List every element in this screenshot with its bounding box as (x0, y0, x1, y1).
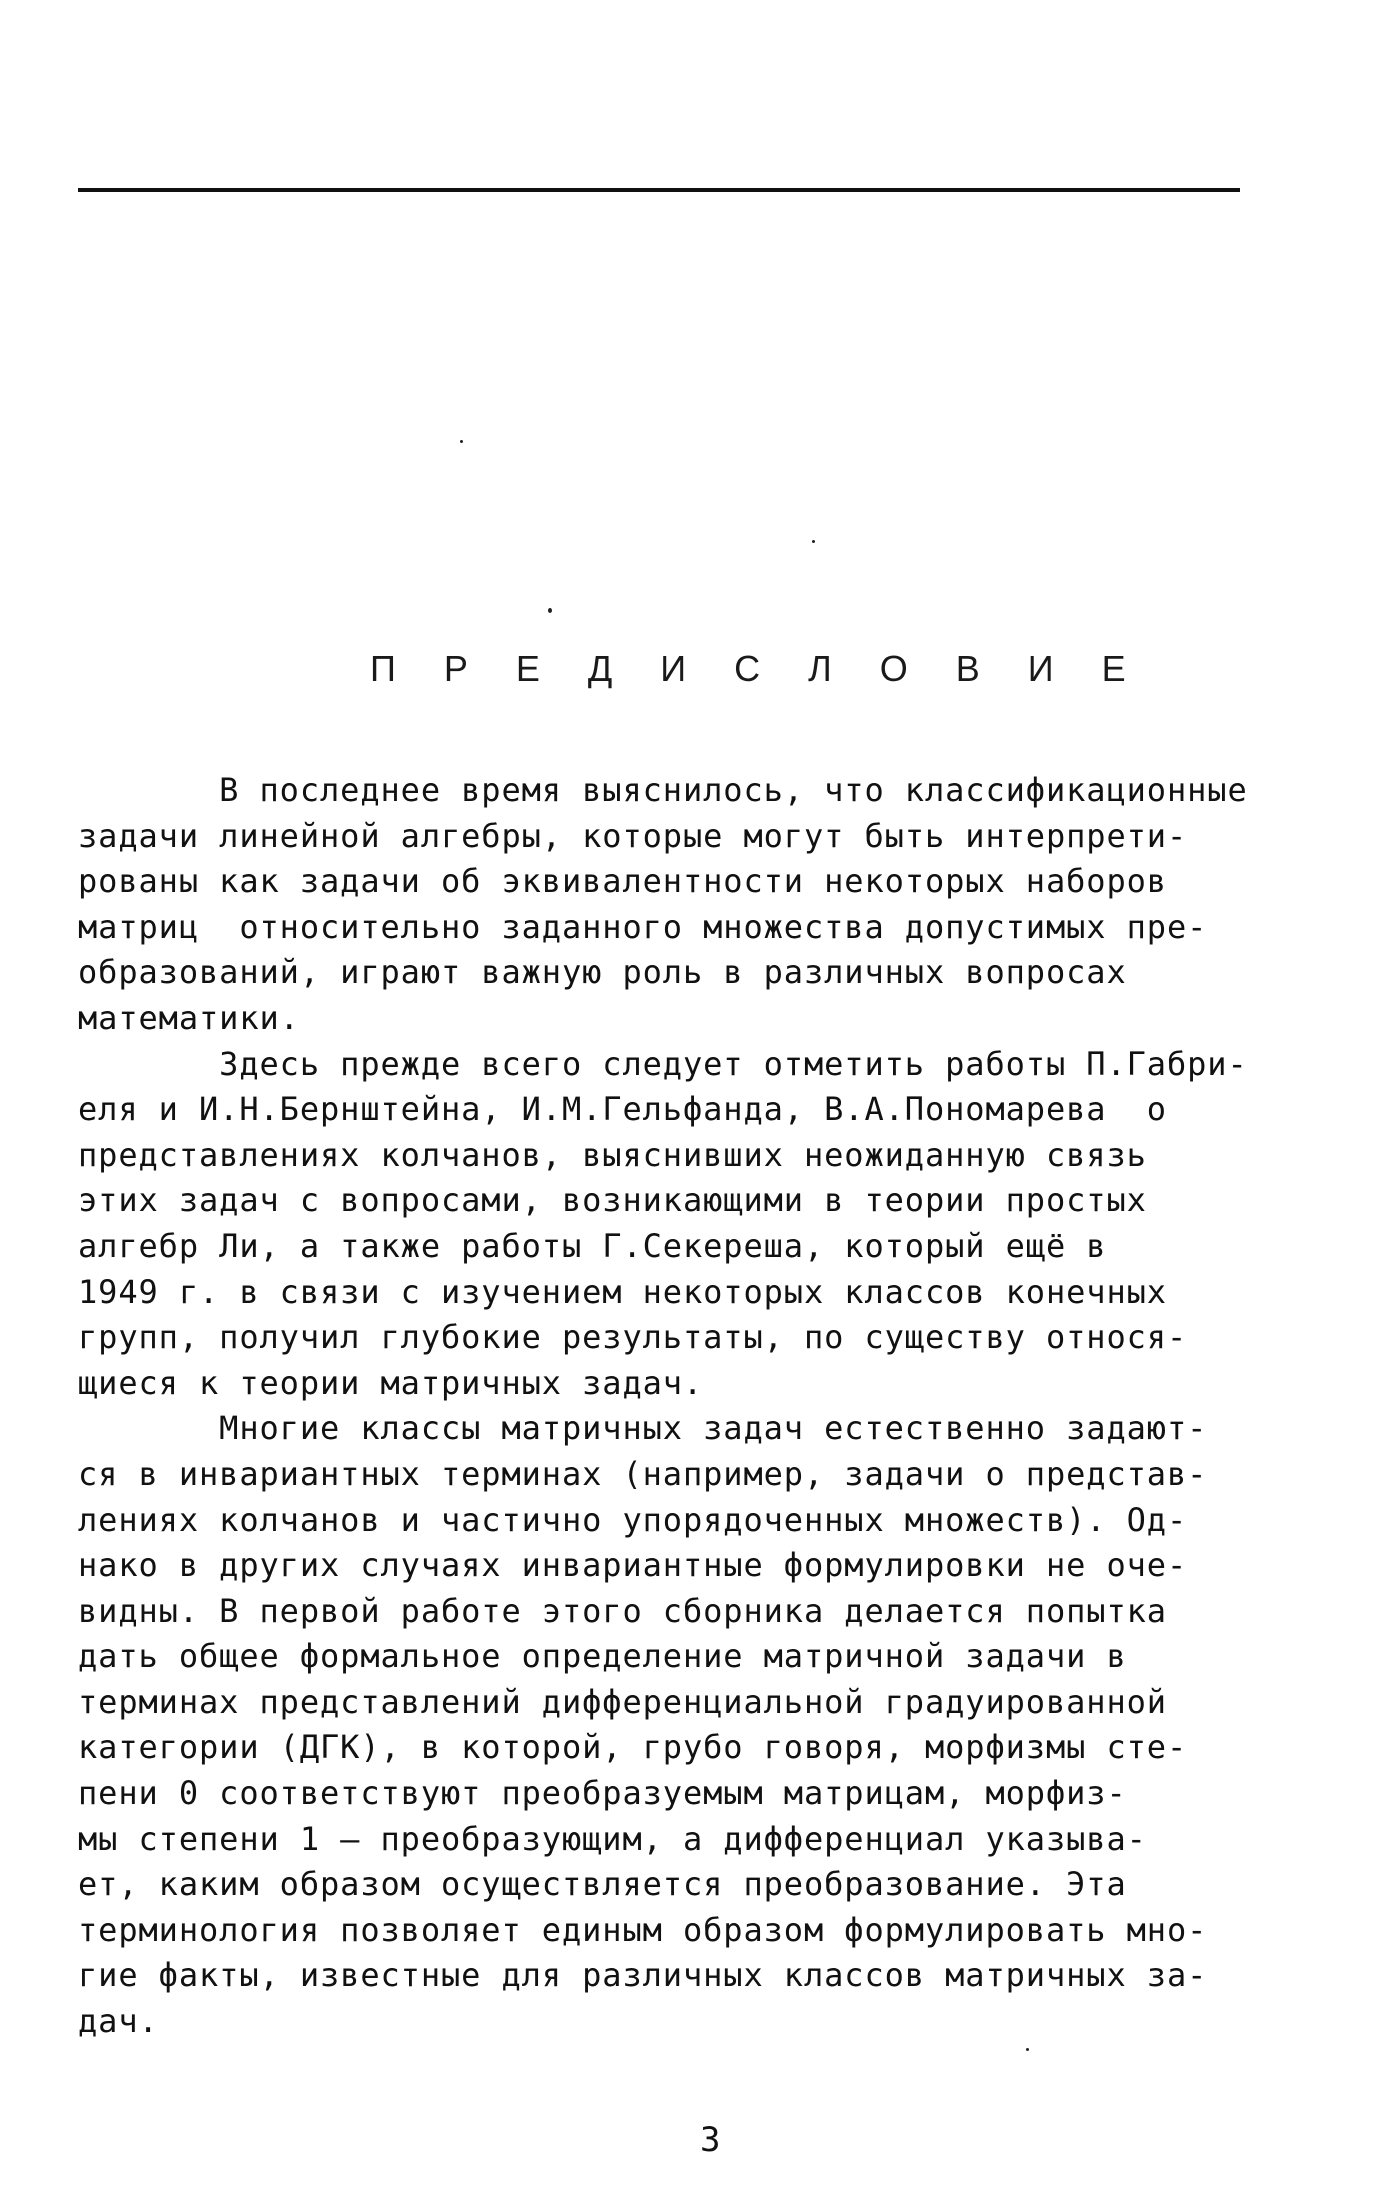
top-horizontal-rule (78, 188, 1240, 192)
text-line: В последнее время выяснилось, что классификационные (78, 771, 1248, 809)
text-line: этих задач с вопросами, возникающими в теории простых (78, 1181, 1147, 1220)
print-speck (548, 608, 552, 613)
print-speck (460, 440, 463, 443)
text-line: мы степени 1 – преобразующим, а дифференциал указыва- (78, 1819, 1147, 1858)
text-line: задачи линейной алгебры, которые могут быть интерпрети- (78, 816, 1188, 855)
text-line: дать общее формальное определение матричной задачи в (78, 1637, 1127, 1676)
text-line: образований, играют важную роль в различных вопросах (78, 953, 1127, 992)
text-line: ет, каким образом осуществляется преобразование. Эта (78, 1865, 1127, 1904)
text-line: дач. (78, 2002, 159, 2041)
text-line: математики. (78, 998, 300, 1037)
text-line: щиеся к теории матричных задач. (78, 1363, 704, 1402)
text-line: гие факты, известные для различных классов матричных за- (78, 1956, 1208, 1995)
print-speck (812, 540, 815, 543)
text-line: пени 0 соответствуют преобразуемым матрицам, морфиз- (78, 1774, 1127, 1813)
text-line: видны. В первой работе этого сборника делается попытка (78, 1591, 1167, 1630)
text-line: лениях колчанов и частично упорядоченных множеств). Од- (78, 1500, 1188, 1539)
page-number: 3 (700, 2120, 721, 2160)
text-line: матриц относительно заданного множества допустимых пре- (78, 907, 1208, 946)
text-line: категории (ДГК), в которой, грубо говоря, морфизмы сте- (78, 1728, 1188, 1767)
text-line: еля и И.Н.Бернштейна, И.М.Гельфанда, В.А.Пономарева о (78, 1090, 1167, 1129)
text-line: рованы как задачи об эквивалентности некоторых наборов (78, 862, 1167, 901)
text-line: групп, получил глубокие результаты, по существу относя- (78, 1318, 1188, 1357)
text-line: терминах представлений дифференциальной градуированной (78, 1682, 1167, 1721)
text-line: нако в других случаях инвариантные формулировки не оче- (78, 1546, 1188, 1585)
page-title: П Р Е Д И С Л О В И Е (370, 648, 1145, 689)
text-line: алгебр Ли, а также работы Г.Секереша, который ещё в (78, 1226, 1107, 1265)
text-line: Многие классы матричных задач естественно задают- (78, 1409, 1208, 1448)
text-line: Здесь прежде всего следует отметить работы П.Габри- (78, 1044, 1248, 1083)
print-speck (1026, 2048, 1029, 2051)
text-line: терминология позволяет единым образом формулировать мно- (78, 1910, 1208, 1949)
text-line: ся в инвариантных терминах (например, задачи о представ- (78, 1454, 1208, 1493)
text-line: представлениях колчанов, выяснивших неожиданную связь (78, 1135, 1147, 1174)
body-text (78, 768, 1318, 2045)
text-line: 1949 г. в связи с изучением некоторых классов конечных (78, 1272, 1167, 1311)
